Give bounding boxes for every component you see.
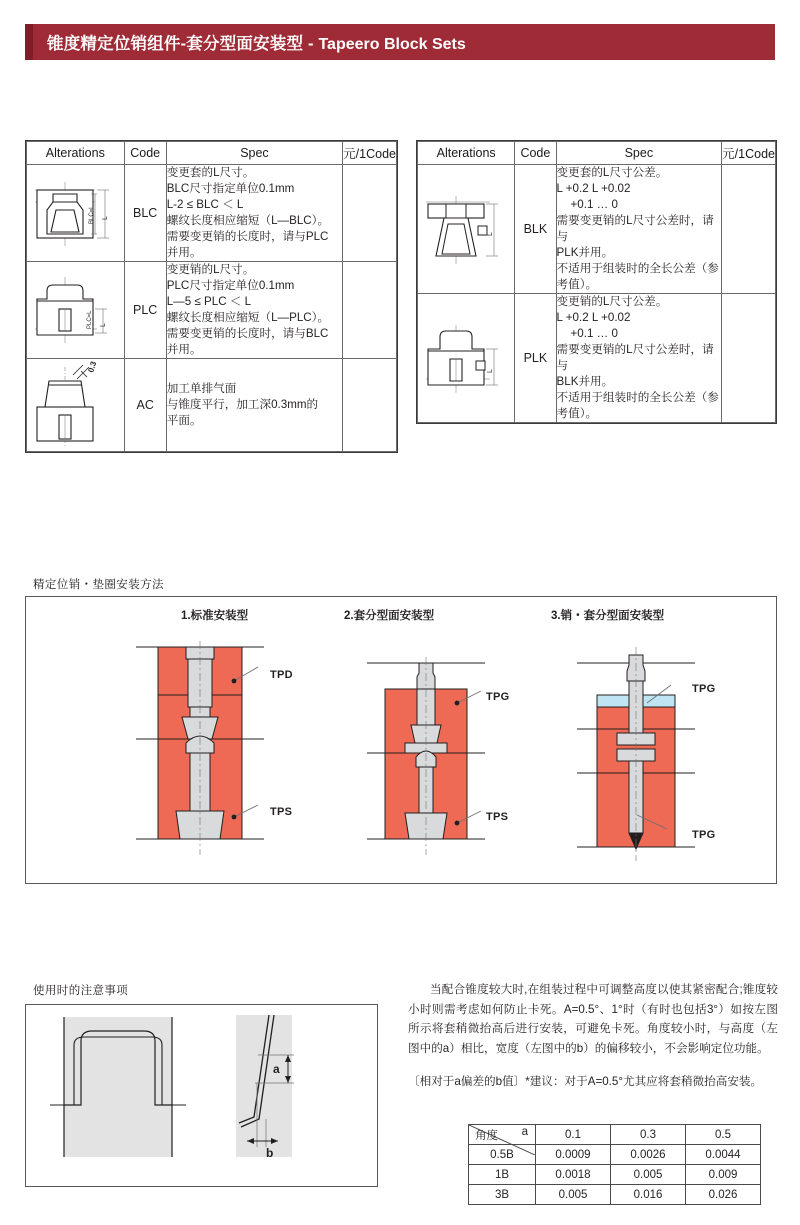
- ratio-corner-cell: [469, 1125, 536, 1145]
- ratio-cell: 0.0018: [536, 1165, 611, 1185]
- table-row: [469, 1165, 761, 1185]
- spec-line: 与锥度平行，加工深0.3mm的: [166, 398, 319, 411]
- spec-cell: [166, 165, 342, 262]
- spec-line: 需要变更销的长度时，请与BLC: [166, 327, 329, 340]
- col-header-spec: Spec: [556, 142, 722, 165]
- ratio-cell: 0.016: [611, 1185, 686, 1205]
- table-row: [418, 165, 776, 294]
- diagram-1-label-tps: TPS: [270, 806, 293, 818]
- diagram-title-1: 1.标准安装型: [181, 610, 249, 622]
- table-row: [27, 262, 397, 359]
- spec-line: 变更销的L尺寸。: [166, 263, 255, 276]
- table-row: [27, 359, 397, 452]
- usage-note-paragraph: 当配合锥度较大时,在组装过程中可调整高度以使其紧密配合;锥度较小时则需考虑如何防止卡死。A=0.5°、1°时（有时也包括3°）如按左图所示将套稍微抬高后进行安装，可避免卡死。角度较小时，与高度（左图中的a）相比，宽度（左图中的b）的偏移较小，不会影响定位功能。: [408, 983, 778, 1055]
- spec-cell: [166, 359, 342, 452]
- col-header-code: Code: [124, 142, 166, 165]
- page-title-cn: 锥度精定位销组件-套分型面安装型 -: [47, 35, 319, 53]
- col-header-price: 元/1Code: [722, 142, 776, 165]
- spec-line: +0.1 … 0: [570, 198, 618, 211]
- ratio-header-row: [469, 1125, 761, 1145]
- col-header-code: Code: [515, 142, 556, 165]
- ratio-row-label: 3B: [469, 1185, 536, 1205]
- spec-line: L-2 ≤ BLC ＜ L: [166, 198, 244, 211]
- spec-header-row: [418, 142, 776, 165]
- spec-line: BLK并用。: [556, 375, 614, 388]
- ratio-cell: 0.0044: [686, 1145, 761, 1165]
- usage-recommendation: 〔相对于a偏差的b值〕*建议：对于A=0.5°尤其应将套稍微抬高安装。: [408, 1075, 763, 1088]
- usage-section-caption: 使用时的注意事项: [33, 985, 129, 997]
- taper-bush-blc-icon: [27, 172, 119, 254]
- ratio-cell: 0.026: [686, 1185, 761, 1205]
- col-header-alterations: Alterations: [27, 142, 125, 165]
- spec-line: 变更销的L尺寸公差。: [556, 295, 668, 308]
- ratio-cell: 0.0009: [536, 1145, 611, 1165]
- ratio-table: [468, 1124, 761, 1205]
- spec-line: 并用。: [166, 246, 202, 259]
- thumb-cell-blk: [418, 165, 515, 294]
- ratio-corner-col-label: a: [521, 1126, 528, 1138]
- svg-text:0.3: 0.3: [86, 360, 99, 374]
- spec-line: 平面。: [166, 414, 202, 427]
- thumb-cell-plc: [27, 262, 125, 359]
- mount-diagram-1: [130, 633, 270, 863]
- spec-line: L +0.2 L +0.02: [556, 182, 631, 195]
- price-cell: [343, 359, 397, 452]
- spec-cell: [556, 165, 722, 294]
- code-cell: AC: [124, 359, 166, 452]
- table-row: [469, 1185, 761, 1205]
- mount-diagram-3: [571, 633, 701, 873]
- svg-text:b: b: [266, 1146, 274, 1160]
- svg-text:L: L: [100, 323, 107, 327]
- spec-header-row: [27, 142, 397, 165]
- diagram-1-label-tpd: TPD: [270, 669, 293, 681]
- diagram-3-label-tpg-bottom: TPG: [692, 829, 716, 841]
- spec-line: +0.1 … 0: [570, 327, 618, 340]
- svg-text:L: L: [102, 216, 109, 220]
- spec-line: PLK并用。: [556, 246, 614, 259]
- code-cell: BLK: [515, 165, 556, 294]
- spec-line: 考值）。: [556, 278, 598, 291]
- col-header-spec: Spec: [166, 142, 342, 165]
- title-accent-band: [25, 24, 33, 60]
- ratio-col-header-1: 0.1: [536, 1125, 611, 1145]
- ratio-cell: 0.005: [611, 1165, 686, 1185]
- svg-text:BLC=L: BLC=L: [89, 205, 95, 224]
- spec-line: 需要变更销的L尺寸公差时，请与: [556, 343, 714, 372]
- mount-diagram-panel: [25, 596, 777, 884]
- ratio-cell: 0.0026: [611, 1145, 686, 1165]
- page-title: [47, 30, 466, 54]
- air-vent-ac-icon: [27, 359, 119, 451]
- thumb-cell-blc: [27, 165, 125, 262]
- ratio-row-label: 0.5B: [469, 1145, 536, 1165]
- diagram-3-label-tpg-top: TPG: [692, 683, 716, 695]
- thumb-cell-ac: [27, 359, 125, 452]
- col-header-price: 元/1Code: [343, 142, 397, 165]
- code-cell: BLC: [124, 165, 166, 262]
- spec-line: 变更套的L尺寸。: [166, 166, 255, 179]
- ratio-cell: 0.009: [686, 1165, 761, 1185]
- diagram-2-label-tps: TPS: [486, 811, 509, 823]
- page-title-en: Tapeero Block Sets: [318, 36, 466, 53]
- price-cell: [343, 165, 397, 262]
- thumb-cell-plk: [418, 294, 515, 423]
- usage-note: [408, 980, 778, 1092]
- ratio-row-label: 1B: [469, 1165, 536, 1185]
- spec-line: 变更套的L尺寸公差。: [556, 166, 668, 179]
- mount-section-caption: 精定位销・垫圈安装方法: [33, 579, 164, 591]
- spec-cell: [166, 262, 342, 359]
- ratio-col-header-3: 0.5: [686, 1125, 761, 1145]
- svg-text:L: L: [487, 232, 494, 236]
- spec-cell: [556, 294, 722, 423]
- price-cell: [722, 165, 776, 294]
- ratio-corner-row-label: 角度: [475, 1130, 498, 1142]
- taper-bush-blk-icon: [418, 188, 510, 270]
- spec-line: 考值）。: [556, 407, 598, 420]
- spec-line: 并用。: [166, 343, 202, 356]
- spec-table-left: [25, 140, 398, 453]
- ratio-col-header-2: 0.3: [611, 1125, 686, 1145]
- col-header-alterations: Alterations: [418, 142, 515, 165]
- spec-line: PLC尺寸指定单位0.1mm: [166, 279, 295, 292]
- spec-line: 不适用于组装时的全长公差（参: [556, 391, 719, 404]
- spec-line: L—5 ≤ PLC ＜ L: [166, 295, 252, 308]
- spec-line: L +0.2 L +0.02: [556, 311, 631, 324]
- spec-line: 需要变更销的长度时，请与PLC: [166, 230, 329, 243]
- mount-diagram-2: [361, 633, 491, 863]
- price-cell: [722, 294, 776, 423]
- spec-line: 螺纹长度相应缩短（L—PLC）。: [166, 311, 330, 324]
- code-cell: PLC: [124, 262, 166, 359]
- diagram-title-2: 2.套分型面安装型: [344, 610, 435, 622]
- clearance-diagram: [26, 1005, 377, 1186]
- code-cell: PLK: [515, 294, 556, 423]
- spec-line: 需要变更销的L尺寸公差时，请与: [556, 214, 714, 243]
- diagram-2-label-tpg: TPG: [486, 691, 510, 703]
- spec-line: 加工单排气面: [166, 382, 237, 395]
- price-cell: [343, 262, 397, 359]
- taper-pin-plk-icon: [418, 317, 510, 399]
- svg-text:PLC=L: PLC=L: [87, 310, 93, 329]
- svg-text:a: a: [273, 1062, 280, 1076]
- spec-line: 螺纹长度相应缩短（L—BLC）。: [166, 214, 330, 227]
- table-row: [418, 294, 776, 423]
- spec-table-right: [416, 140, 777, 424]
- page-title-bar: [25, 24, 775, 60]
- table-row: [27, 165, 397, 262]
- diagram-title-3: 3.销・套分型面安装型: [551, 610, 665, 622]
- ratio-cell: 0.005: [536, 1185, 611, 1205]
- taper-pin-plc-icon: [27, 271, 119, 349]
- spec-line: BLC尺寸指定单位0.1mm: [166, 182, 295, 195]
- spec-line: 不适用于组装时的全长公差（参: [556, 262, 719, 275]
- svg-text:L: L: [487, 369, 494, 373]
- usage-diagram-panel: [25, 1004, 378, 1187]
